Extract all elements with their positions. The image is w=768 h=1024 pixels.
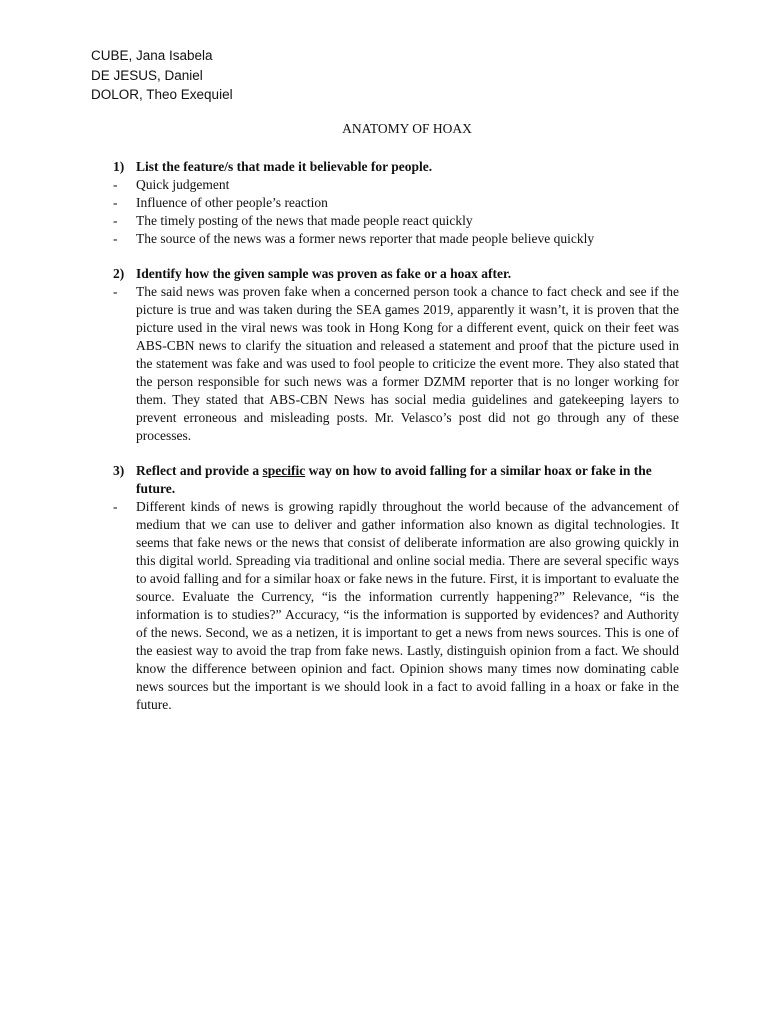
- question-number: 2): [113, 266, 125, 281]
- question-3-heading: [113, 462, 683, 498]
- question-2-heading: [113, 265, 683, 283]
- dash-marker: -: [113, 231, 118, 246]
- dash-marker: -: [113, 284, 118, 299]
- question-3-answers: [113, 498, 679, 714]
- list-item: [113, 176, 679, 194]
- list-item: [113, 212, 679, 230]
- author-name: DE JESUS, Daniel: [91, 67, 203, 83]
- author-list: [91, 46, 233, 105]
- list-item-text: Quick judgement: [136, 177, 230, 192]
- question-1-answers: [113, 176, 679, 248]
- dash-marker: -: [113, 177, 118, 192]
- question-1-heading: [113, 158, 683, 176]
- question-text: [136, 462, 683, 498]
- question-number: 3): [113, 463, 125, 478]
- list-item-text: The said news was proven fake when a concerned person took a chance to fact check and see if the picture is true and was taken during the SEA games 2019, apparently it wasn’t, it is proven that the picture used in the viral news was took in Hong Kong for a different event, quick on their feet was ABS-CBN news to clarify the situation and released a statement and proof that the picture used in the statement was fake and was used to fool people to criticize the event more. They also stated that the person responsible for such news was a former DZMM reporter that is no longer working for them. They stated that ABS-CBN News has social media guidelines and gatekeeping layers to prevent erroneous and misleading posts. Mr. Velasco’s post did not go through any of these processes.: [136, 284, 679, 443]
- list-item-text: Different kinds of news is growing rapidly throughout the world because of the advancement of medium that we can use to deliver and gather information also known as digital technologies. It seems that fake news or the news that consist of deliberate information are also growing quickly in this digital world. Spreading via traditional and online social media. There are several specific ways to avoid falling and for a similar hoax or fake news in the future. First, it is important to evaluate the source. Evaluate the Currency, “is the information currently happening?” Relevance, “is the information is to studies?” Accuracy, “is the information is supported by evidences? and Authority of the news. Second, we as a netizen, it is important to get a news from news sources. This is one of the easiest way to avoid the trap from fake news. Lastly, distinguish opinion from a fact. We should know the difference between opinion and fact. Opinion shows many times now dominating cable news sources but the important is we should look in a fact to avoid falling in a hoax or fake in the future.: [136, 499, 679, 712]
- author-name: DOLOR, Theo Exequiel: [91, 87, 233, 102]
- question-text: List the feature/s that made it believable for people.: [136, 159, 433, 174]
- list-item: [113, 283, 679, 445]
- list-item-text: The timely posting of the news that made people react quickly: [136, 213, 473, 228]
- dash-marker: -: [113, 195, 118, 210]
- list-item: [113, 194, 679, 212]
- question-number: 1): [113, 159, 125, 174]
- question-2-answers: [113, 283, 679, 445]
- dash-marker: -: [113, 213, 118, 228]
- question-text: Identify how the given sample was proven as fake or a hoax after.: [136, 266, 512, 281]
- question-text-start: Reflect and provide a: [136, 463, 263, 478]
- list-item-text: The source of the news was a former news reporter that made people believe quickly: [136, 231, 595, 246]
- list-item-text: Influence of other people’s reaction: [136, 195, 328, 210]
- list-item: [113, 230, 679, 248]
- question-text-end: way on how to avoid falling for a similar hoax or fake in the future.: [136, 463, 652, 496]
- list-item: [113, 498, 679, 714]
- author-name: CUBE, Jana Isabela: [91, 48, 213, 63]
- underlined-word: specific: [262, 463, 306, 478]
- document-title: ANATOMY OF HOAX: [342, 121, 472, 136]
- dash-marker: -: [113, 499, 118, 514]
